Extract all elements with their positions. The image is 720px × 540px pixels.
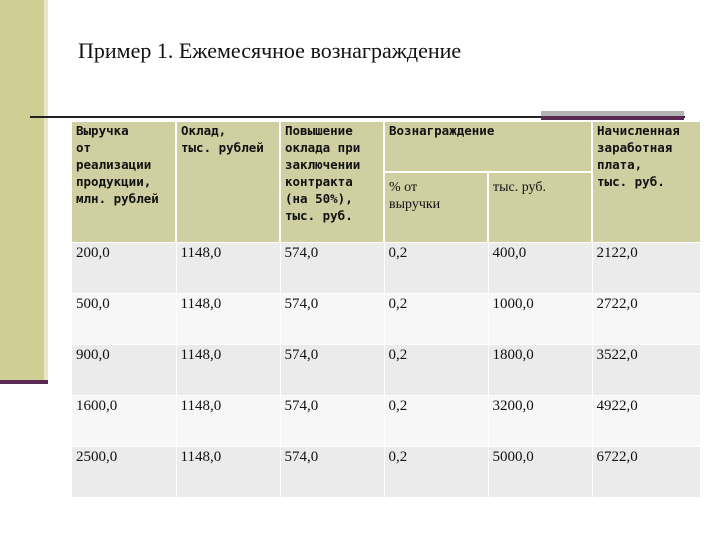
side-decor-bottom-line: [0, 380, 48, 384]
cell-reward-percent: 0,2: [384, 395, 488, 446]
cell-reward-thousand: 3200,0: [488, 395, 592, 446]
table-row: [72, 344, 700, 395]
table-row: [72, 242, 700, 293]
slide-title: Пример 1. Ежемесячное вознаграждение: [78, 38, 462, 63]
cell-reward-percent: 0,2: [384, 293, 488, 344]
cell-total: 2122,0: [592, 242, 700, 293]
table-row: [72, 395, 700, 446]
cell-total: 4922,0: [592, 395, 700, 446]
cell-reward-thousand: 1000,0: [488, 293, 592, 344]
side-decor-band: [0, 0, 44, 382]
cell-raise: 574,0: [280, 293, 384, 344]
cell-salary: 1148,0: [176, 395, 280, 446]
cell-reward-thousand: 400,0: [488, 242, 592, 293]
cell-revenue: 1600,0: [72, 395, 176, 446]
cell-reward-percent: 0,2: [384, 344, 488, 395]
cell-salary: 1148,0: [176, 446, 280, 497]
header-reward-thousand: тыс. руб.: [488, 172, 592, 242]
cell-revenue: 900,0: [72, 344, 176, 395]
header-revenue: Выручка от реализации продукции, млн. рублей: [72, 122, 176, 242]
cell-raise: 574,0: [280, 344, 384, 395]
side-decor-edge: [44, 0, 48, 382]
cell-revenue: 2500,0: [72, 446, 176, 497]
title-rule-accent-line: [541, 116, 684, 120]
cell-salary: 1148,0: [176, 242, 280, 293]
header-salary: Оклад, тыс. рублей: [176, 122, 280, 242]
cell-salary: 1148,0: [176, 344, 280, 395]
cell-raise: 574,0: [280, 395, 384, 446]
table-row: [72, 446, 700, 497]
header-reward: Вознаграждение: [384, 122, 592, 172]
cell-reward-percent: 0,2: [384, 446, 488, 497]
cell-revenue: 200,0: [72, 242, 176, 293]
cell-reward-percent: 0,2: [384, 242, 488, 293]
cell-raise: 574,0: [280, 242, 384, 293]
cell-total: 3522,0: [592, 344, 700, 395]
cell-revenue: 500,0: [72, 293, 176, 344]
cell-reward-thousand: 5000,0: [488, 446, 592, 497]
header-reward-percent: % от выручки: [384, 172, 488, 242]
cell-reward-thousand: 1800,0: [488, 344, 592, 395]
cell-salary: 1148,0: [176, 293, 280, 344]
table-row: [72, 293, 700, 344]
header-raise: Повышение оклада при заключении контракта (на 50%), тыс. руб.: [280, 122, 384, 242]
cell-total: 6722,0: [592, 446, 700, 497]
reward-table: [72, 122, 700, 497]
cell-raise: 574,0: [280, 446, 384, 497]
header-total: Начисленная заработная плата, тыс. руб.: [592, 122, 700, 242]
cell-total: 2722,0: [592, 293, 700, 344]
